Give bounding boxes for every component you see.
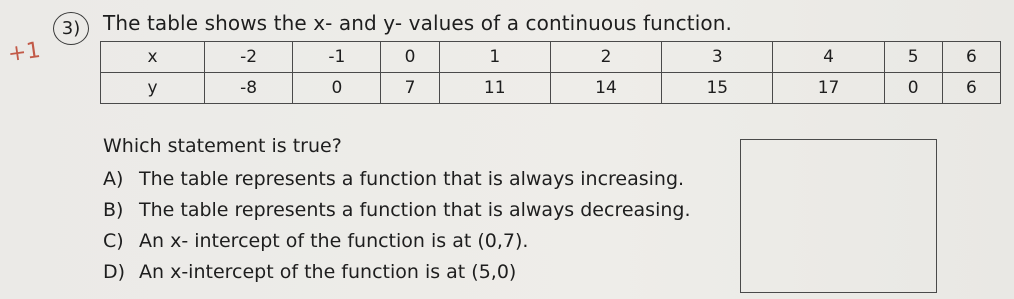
choice-letter: B) — [103, 199, 124, 221]
x-row — [101, 42, 1001, 73]
question-text: Which statement is true? — [103, 135, 342, 157]
choice-text: The table represents a function that is always decreasing. — [139, 199, 691, 221]
x-value-cell: -2 — [205, 42, 293, 73]
choice-b[interactable] — [103, 197, 691, 228]
function-values-table — [100, 41, 1001, 104]
answer-choices — [103, 166, 691, 290]
y-header-cell: y — [101, 73, 205, 104]
x-value-cell: 0 — [381, 42, 439, 73]
y-row — [101, 73, 1001, 104]
choice-letter: C) — [103, 230, 124, 252]
y-value-cell: 11 — [439, 73, 550, 104]
y-value-cell: 7 — [381, 73, 439, 104]
choice-c[interactable] — [103, 228, 691, 259]
y-value-cell: 0 — [884, 73, 942, 104]
x-value-cell: 3 — [662, 42, 773, 73]
y-value-cell: 6 — [942, 73, 1000, 104]
choice-text: An x- intercept of the function is at (0,7). — [139, 230, 529, 252]
x-value-cell: -1 — [293, 42, 381, 73]
choice-text: An x-intercept of the function is at (5,0) — [139, 261, 517, 283]
x-value-cell: 2 — [550, 42, 661, 73]
x-value-cell: 5 — [884, 42, 942, 73]
choice-letter: D) — [103, 261, 126, 283]
choice-d[interactable] — [103, 259, 691, 290]
choice-letter: A) — [103, 168, 124, 190]
choice-text: The table represents a function that is always increasing. — [139, 168, 685, 190]
y-value-cell: -8 — [205, 73, 293, 104]
x-header-cell: x — [101, 42, 205, 73]
y-value-cell: 17 — [773, 73, 884, 104]
answer-box[interactable] — [740, 139, 937, 293]
choice-a[interactable] — [103, 166, 691, 197]
y-value-cell: 15 — [662, 73, 773, 104]
y-value-cell: 0 — [293, 73, 381, 104]
x-value-cell: 1 — [439, 42, 550, 73]
question-number — [53, 12, 89, 45]
x-value-cell: 4 — [773, 42, 884, 73]
question-prompt: The table shows the x- and y- values of a continuous function. — [103, 11, 732, 35]
x-value-cell: 6 — [942, 42, 1000, 73]
y-value-cell: 14 — [550, 73, 661, 104]
score-mark: +1 — [6, 37, 43, 68]
question-number-label: 3) — [61, 18, 81, 39]
